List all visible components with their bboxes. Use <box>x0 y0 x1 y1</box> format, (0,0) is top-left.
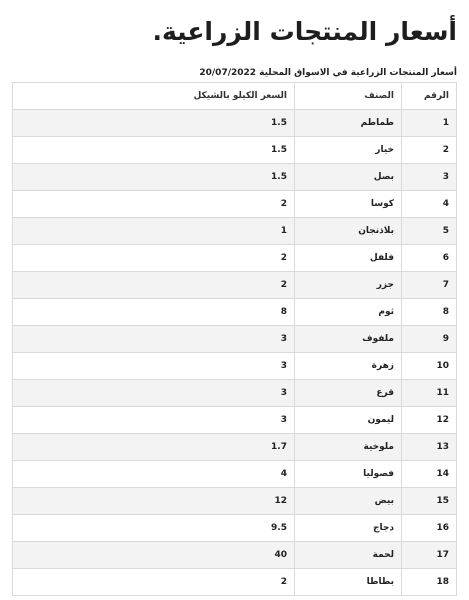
table-body <box>13 110 457 596</box>
cell-item: بلاذنجان <box>295 218 402 245</box>
header-price: السعر الكيلو بالشيكل <box>13 83 295 110</box>
table-row <box>13 326 457 353</box>
cell-price: 12 <box>13 488 295 515</box>
cell-number: 11 <box>402 380 457 407</box>
cell-price: 4 <box>13 461 295 488</box>
cell-item: جزر <box>295 272 402 299</box>
page-title: أسعار المنتجات الزراعية. <box>152 17 457 46</box>
cell-number: 15 <box>402 488 457 515</box>
cell-price: 3 <box>13 353 295 380</box>
table-row <box>13 272 457 299</box>
cell-price: 2 <box>13 569 295 596</box>
cell-price: 1.5 <box>13 164 295 191</box>
cell-number: 12 <box>402 407 457 434</box>
table-row <box>13 218 457 245</box>
table-row <box>13 245 457 272</box>
cell-number: 2 <box>402 137 457 164</box>
cell-number: 8 <box>402 299 457 326</box>
table-row <box>13 569 457 596</box>
cell-price: 2 <box>13 272 295 299</box>
cell-item: دجاج <box>295 515 402 542</box>
cell-price: 9.5 <box>13 515 295 542</box>
table-row <box>13 434 457 461</box>
cell-number: 18 <box>402 569 457 596</box>
table-row <box>13 191 457 218</box>
table-row <box>13 488 457 515</box>
cell-number: 16 <box>402 515 457 542</box>
cell-item: ثوم <box>295 299 402 326</box>
cell-number: 10 <box>402 353 457 380</box>
cell-number: 17 <box>402 542 457 569</box>
cell-item: بطاطا <box>295 569 402 596</box>
cell-item: ملفوف <box>295 326 402 353</box>
cell-item: ملوخية <box>295 434 402 461</box>
cell-item: ليمون <box>295 407 402 434</box>
cell-price: 3 <box>13 380 295 407</box>
cell-item: بيض <box>295 488 402 515</box>
cell-item: طماطم <box>295 110 402 137</box>
cell-number: 1 <box>402 110 457 137</box>
cell-number: 5 <box>402 218 457 245</box>
cell-item: فلفل <box>295 245 402 272</box>
cell-number: 6 <box>402 245 457 272</box>
cell-item: قرع <box>295 380 402 407</box>
cell-price: 3 <box>13 407 295 434</box>
table-header-row <box>13 83 457 110</box>
cell-item: لحمة <box>295 542 402 569</box>
cell-price: 40 <box>13 542 295 569</box>
table-row <box>13 380 457 407</box>
cell-price: 3 <box>13 326 295 353</box>
cell-price: 8 <box>13 299 295 326</box>
cell-price: 1 <box>13 218 295 245</box>
table-row <box>13 407 457 434</box>
table-row <box>13 110 457 137</box>
cell-price: 1.7 <box>13 434 295 461</box>
table-row <box>13 299 457 326</box>
table-row <box>13 353 457 380</box>
cell-item: خيار <box>295 137 402 164</box>
cell-price: 1.5 <box>13 110 295 137</box>
cell-number: 3 <box>402 164 457 191</box>
cell-item: زهرة <box>295 353 402 380</box>
cell-number: 14 <box>402 461 457 488</box>
cell-number: 9 <box>402 326 457 353</box>
cell-item: كوسا <box>295 191 402 218</box>
cell-price: 2 <box>13 191 295 218</box>
header-item: الصنف <box>295 83 402 110</box>
table-caption: أسعار المنتجات الزراعية في الاسواق المحلية 20/07/2022 <box>199 68 457 78</box>
cell-number: 7 <box>402 272 457 299</box>
header-number: الرقم <box>402 83 457 110</box>
table-row <box>13 542 457 569</box>
price-table <box>12 82 457 596</box>
cell-price: 2 <box>13 245 295 272</box>
cell-number: 4 <box>402 191 457 218</box>
table-row <box>13 164 457 191</box>
cell-price: 1.5 <box>13 137 295 164</box>
table-row <box>13 137 457 164</box>
table-row <box>13 515 457 542</box>
table-row <box>13 461 457 488</box>
cell-number: 13 <box>402 434 457 461</box>
cell-item: بصل <box>295 164 402 191</box>
cell-item: فصوليا <box>295 461 402 488</box>
